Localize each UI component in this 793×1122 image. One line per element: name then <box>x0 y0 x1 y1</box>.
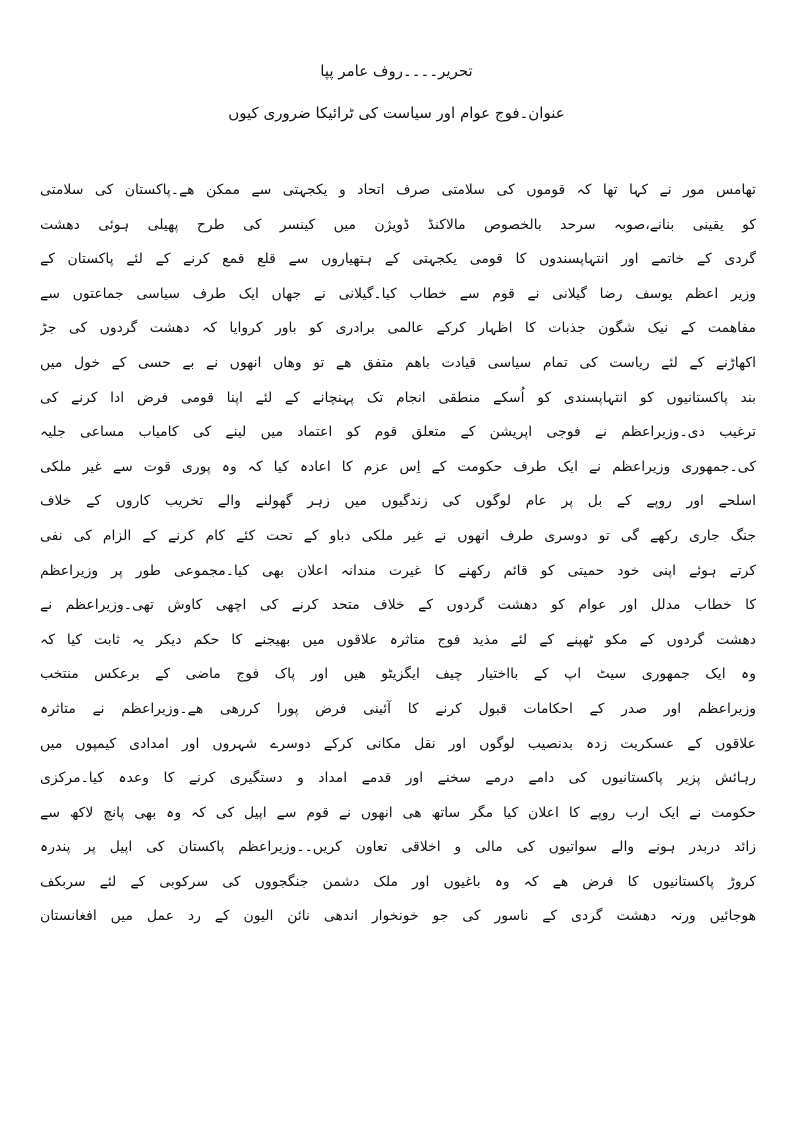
author-line: تحریر۔۔۔۔روف عامر پپا <box>320 62 473 80</box>
body-line: بند پاکستانیوں کو انتہاپسندی کو اُسکے منطقی انجام تک پہنچانے کے لئے اپنا قومی فرض ادا کرنے کی <box>40 389 756 406</box>
body-line: تھامس مور نے کہا تھا کہ قوموں کی سلامتی صرف اتحاد و یکجہتی سے ممکن ھے۔پاکستان کی سلامتی <box>40 182 756 198</box>
body-line: کو یقینی بنانے،صوبہ سرحد بالخصوص مالاکنڈ ڈویژن میں کینسر کی طرح پھیلی ہوئی دھشت <box>40 216 756 233</box>
body-line: رہائش پزیر پاکستانیوں کی دامے درمے سخنے اور قدمے امداد و دستگیری کرنے کا وعدہ کیا۔مرکزی <box>40 770 756 787</box>
body-line: کروڑ پاکستانیوں کا فرض ھے کہ وہ باغیوں اور ملک دشمن جنگجووں کی سرکوبی کے لئے سربکف <box>40 873 756 890</box>
body-line: حکومت نے ایک ارب روپے کا اعلان کیا مگر ساتھ ھی انھوں نے قوم سے اپیل کی کہ وہ بھی پانچ لاکھ سے <box>40 804 756 821</box>
article-title: عنوان۔فوج عوام اور سیاست کی ٹرائیکا ضروری کیوں <box>228 104 565 122</box>
body-line: زائد دربدر ہونے والے سواتیوں کی مالی و اخلاقی تعاون کریں۔۔وزیراعظم پاکستان کی اپیل پر پندرہ <box>40 839 756 856</box>
body-line: جنگ جاری رکھے گی تو دوسری طرف انھوں نے غیر ملکی دباو کے تحت کئے کام کرنے کے الزام کی نفی <box>40 527 756 544</box>
body-line: وہ ایک جمھوری سیٹ اپ کے بااختیار چیف ایگزیٹو ھیں اور پاک فوج ماضی کے برعکس منتخب <box>40 666 756 683</box>
body-line: کرتے ہوئے اپنی خود حمیتی کو قائم رکھنے کا غیرت مندانہ اعلان بھی کیا۔مجموعی طور پر وزیراعظم <box>40 562 756 579</box>
body-line: کی۔جمھوری وزیراعظم نے ایک طرف حکومت کے اِس عزم کا اعادہ کیا کہ وہ پوری قوت سے غیر ملکی <box>40 458 756 475</box>
body-line: کا خطاب مدلل اور عوام کو دھشت گردوں کے خلاف متحد کرنے کی اچھی کاوش تھی۔وزیراعظم نے <box>40 597 756 614</box>
body-line: ترغیب دی۔وزیراعظم نے فوجی اپریشن کے متعلق قوم کو اعتماد میں لینے کی کامیاب مساعی جلیہ <box>40 424 756 441</box>
body-line: گردی کے خاتمے اور انتہاپسندوں کا قومی یکجہتی کے ہتھیاروں سے قلع قمع کرنے کے لئے پاکستان کے <box>40 251 756 268</box>
body-line: ھوجائیں ورنہ دھشت گردی کے ناسور کی جو خونخوار اندھی نائن الیون کے رد عمل میں افغانستان <box>40 908 756 925</box>
body-line: وزیر اعظم یوسف رضا گیلانی نے قوم سے خطاب کیا۔گیلانی نے جھاں ایک طرف سیاسی جماعتوں سے <box>40 285 756 302</box>
body-line: علاقوں کے عسکریت زدہ بدنصیب لوگوں اور نقل مکانی کرکے دوسرے شہروں اور امدادی کیمپوں میں <box>40 735 756 752</box>
body-line: مفاھمت کے نیک شگون جذبات کا اظہار کرکے عالمی برادری کو باور کروایا کہ دھشت گردوں کی جڑ <box>40 320 756 337</box>
article-body <box>40 173 756 934</box>
body-line: وزیراعظم اور صدر کے احکامات قبول کرنے کا آئینی فرض پورا کررھی ھے۔وزیراعظم نے متاثرہ <box>40 700 756 717</box>
body-line: دھشت گردوں کے مکو ٹھپنے کے لئے مذید فوج متاثرہ علاقوں میں بھیجنے کا حکم دیکر یہ ثابت کیا کہ <box>40 631 756 648</box>
body-line: اسلحے اور روپے کے بل پر عام لوگوں کی زندگیوں میں زہر گھولنے والے تخریب کاروں کے خلاف <box>40 493 756 510</box>
body-line: اکھاڑنے کے لئے ریاست کی تمام سیاسی قیادت باھم متفق ھے تو وھاں انھوں نے بے حسی کے خول میں <box>40 354 756 371</box>
